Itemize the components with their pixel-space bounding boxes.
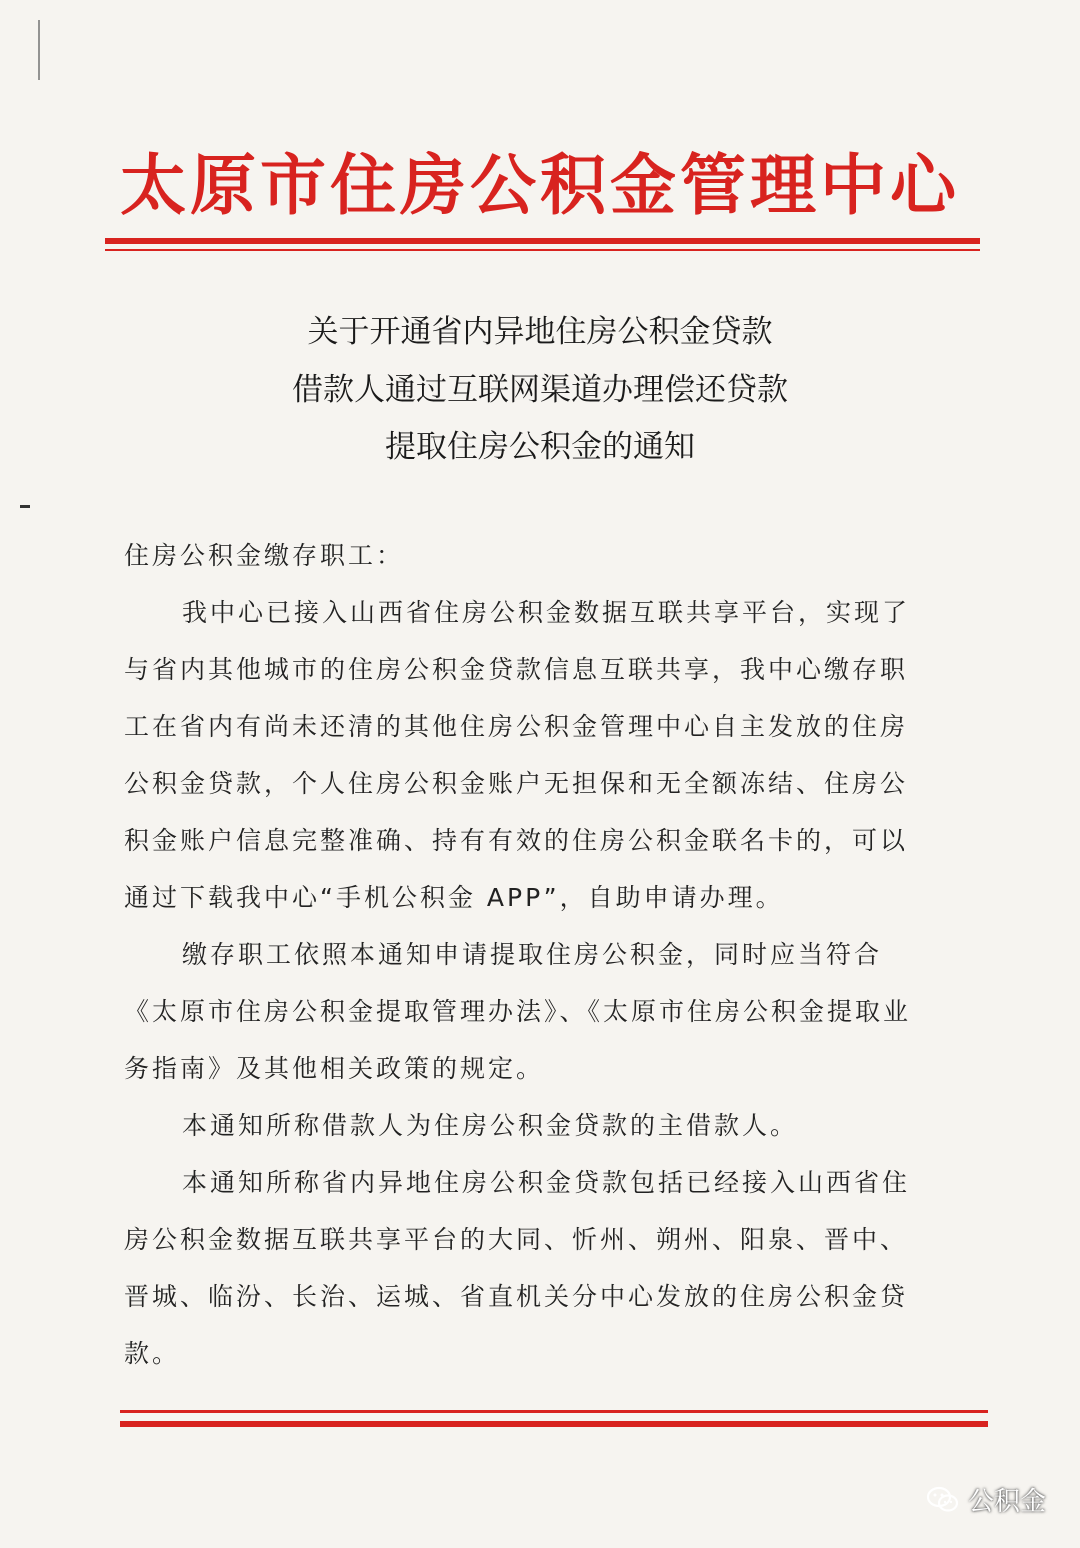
scan-edge-mark (38, 20, 40, 80)
salutation: 住房公积金缴存职工： (124, 541, 405, 570)
header-red-rule-thick (105, 238, 980, 244)
wechat-watermark (926, 1481, 1046, 1518)
body-paragraph-2: 缴存职工依照本通知申请提取住房公积金，同时应当符合《太原市住房公积金提取管理办法》、《太原市住房公积金提取业务指南》及其他相关政策的规定。 (124, 940, 912, 1083)
header-red-rule-thin (105, 249, 980, 251)
footer-red-rule-thin (120, 1410, 988, 1413)
notice-body (124, 527, 924, 1382)
watermark-text: 公积金 (967, 1487, 1046, 1517)
scan-dash-mark (20, 505, 30, 508)
doc-title-line-1: 关于开通省内异地住房公积金贷款 (307, 314, 773, 350)
body-paragraph-3: 本通知所称借款人为住房公积金贷款的主借款人。 (182, 1111, 799, 1140)
body-paragraph-4: 本通知所称省内异地住房公积金贷款包括已经接入山西省住房公积金数据互联共享平台的大同、忻州、朔州、阳泉、晋中、晋城、临汾、长治、运城、省直机关分中心发放的住房公积金贷款。 (124, 1168, 911, 1368)
org-header-title: 太原市住房公积金管理中心 (120, 146, 960, 224)
doc-title-line-3: 提取住房公积金的通知 (385, 429, 695, 465)
body-paragraph-1: 我中心已接入山西省住房公积金数据互联共享平台，实现了与省内其他城市的住房公积金贷款信息互联共享，我中心缴存职工在省内有尚未还清的其他住房公积金管理中心自主发放的住房公积金贷款，个人住房公积金账户无担保和无全额冻结、住房公积金账户信息完整准确、持有有效的住房公积金联名卡的，可以通过下载我中心“手机公积金 APP”，自助申请办理。 (124, 598, 911, 912)
footer-red-rule-thick (120, 1421, 988, 1427)
wechat-icon (926, 1486, 960, 1514)
doc-title-line-2: 借款人通过互联网渠道办理偿还贷款 (292, 372, 788, 408)
